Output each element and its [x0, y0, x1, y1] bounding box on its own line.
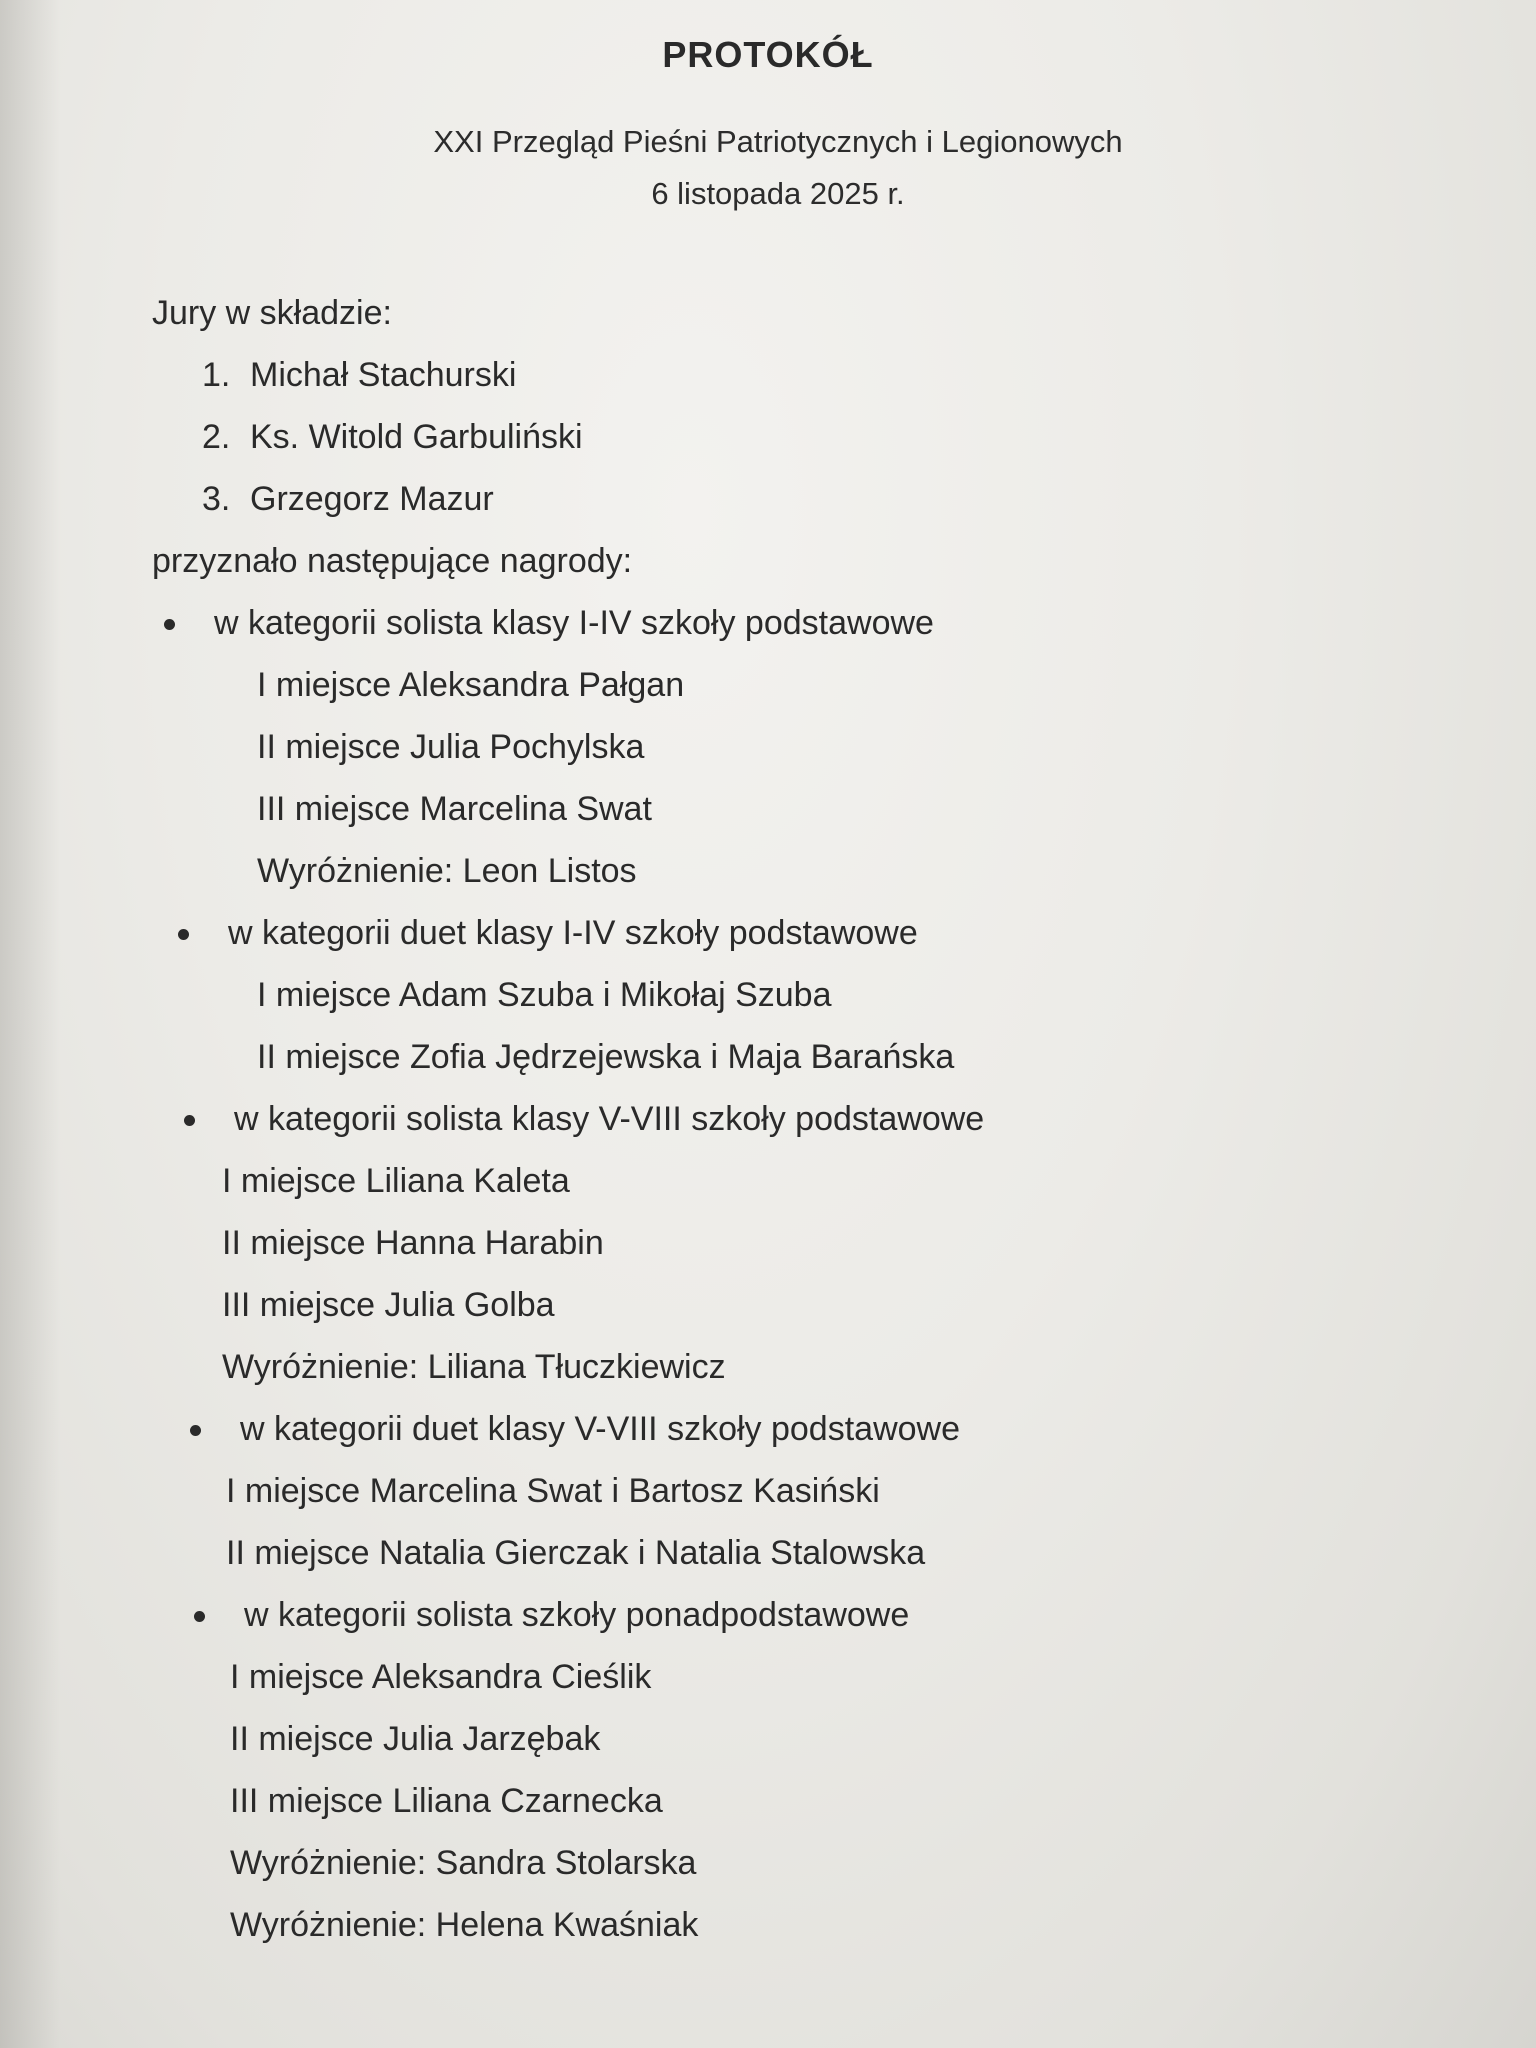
- category-heading: [178, 1398, 1452, 1460]
- category-heading: [182, 1584, 1452, 1646]
- award-entry: Wyróżnienie: Sandra Stolarska: [230, 1844, 697, 1882]
- category-title: w kategorii solista klasy I-IV szkoły podstawowe: [214, 604, 934, 642]
- jury-member: [152, 406, 1452, 468]
- bullet-icon: [194, 1611, 205, 1622]
- document-title: PROTOKÓŁ: [662, 34, 874, 75]
- jury-member-name: Ks. Witold Garbuliński: [250, 418, 583, 456]
- award-entry: I miejsce Marcelina Swat i Bartosz Kasiński: [226, 1472, 880, 1510]
- jury-member-name: Michał Stachurski: [250, 356, 517, 394]
- category-heading: [172, 1088, 1452, 1150]
- document-subtitle: [0, 116, 1536, 220]
- award-category: [152, 1584, 1452, 1956]
- jury-member-number: 3.: [202, 480, 231, 518]
- award-entry: III miejsce Marcelina Swat: [257, 790, 652, 828]
- category-title: w kategorii solista klasy V-VIII szkoły podstawowe: [234, 1100, 985, 1138]
- award-entry: I miejsce Liliana Kaleta: [222, 1162, 570, 1200]
- jury-member-number: 1.: [202, 356, 231, 394]
- award-category: [152, 902, 1452, 1088]
- award-category: [152, 1088, 1452, 1398]
- award-category: [152, 592, 1452, 902]
- bullet-icon: [164, 619, 175, 630]
- bullet-icon: [190, 1425, 201, 1436]
- event-name: XXI Przegląd Pieśni Patriotycznych i Legionowych: [433, 124, 1123, 159]
- jury-member-number: 2.: [202, 418, 231, 456]
- jury-intro: Jury w składzie:: [152, 294, 392, 332]
- award-entry: II miejsce Zofia Jędrzejewska i Maja Barańska: [257, 1038, 955, 1076]
- jury-member-name: Grzegorz Mazur: [250, 480, 494, 518]
- award-entry: II miejsce Julia Jarzębak: [230, 1720, 601, 1758]
- page-edge-shadow: [0, 0, 60, 2048]
- award-entry: III miejsce Liliana Czarnecka: [230, 1782, 663, 1820]
- award-entry: II miejsce Natalia Gierczak i Natalia Stalowska: [226, 1534, 926, 1572]
- jury-member: [152, 468, 1452, 530]
- award-entry: Wyróżnienie: Helena Kwaśniak: [230, 1906, 699, 1944]
- event-date: 6 listopada 2025 r.: [651, 176, 905, 211]
- document-body: [152, 282, 1452, 1956]
- jury-list: [152, 344, 1452, 530]
- bullet-icon: [178, 929, 189, 940]
- award-entry: Wyróżnienie: Leon Listos: [257, 852, 637, 890]
- award-entry: I miejsce Adam Szuba i Mikołaj Szuba: [257, 976, 832, 1014]
- category-heading: [166, 902, 1452, 964]
- bullet-icon: [184, 1115, 195, 1126]
- award-entry: I miejsce Aleksandra Pałgan: [257, 666, 685, 704]
- award-entry: Wyróżnienie: Liliana Tłuczkiewicz: [222, 1348, 726, 1386]
- category-title: w kategorii solista szkoły ponadpodstawowe: [244, 1596, 910, 1634]
- award-entry: II miejsce Julia Pochylska: [257, 728, 645, 766]
- awards-intro: przyznało następujące nagrody:: [152, 542, 633, 580]
- category-title: w kategorii duet klasy V-VIII szkoły podstawowe: [240, 1410, 960, 1448]
- award-category: [152, 1398, 1452, 1584]
- category-title: w kategorii duet klasy I-IV szkoły podstawowe: [228, 914, 918, 952]
- category-heading: [152, 592, 1452, 654]
- jury-member: [152, 344, 1452, 406]
- award-entry: I miejsce Aleksandra Cieślik: [230, 1658, 652, 1696]
- award-entry: III miejsce Julia Golba: [222, 1286, 555, 1324]
- award-entry: II miejsce Hanna Harabin: [222, 1224, 604, 1262]
